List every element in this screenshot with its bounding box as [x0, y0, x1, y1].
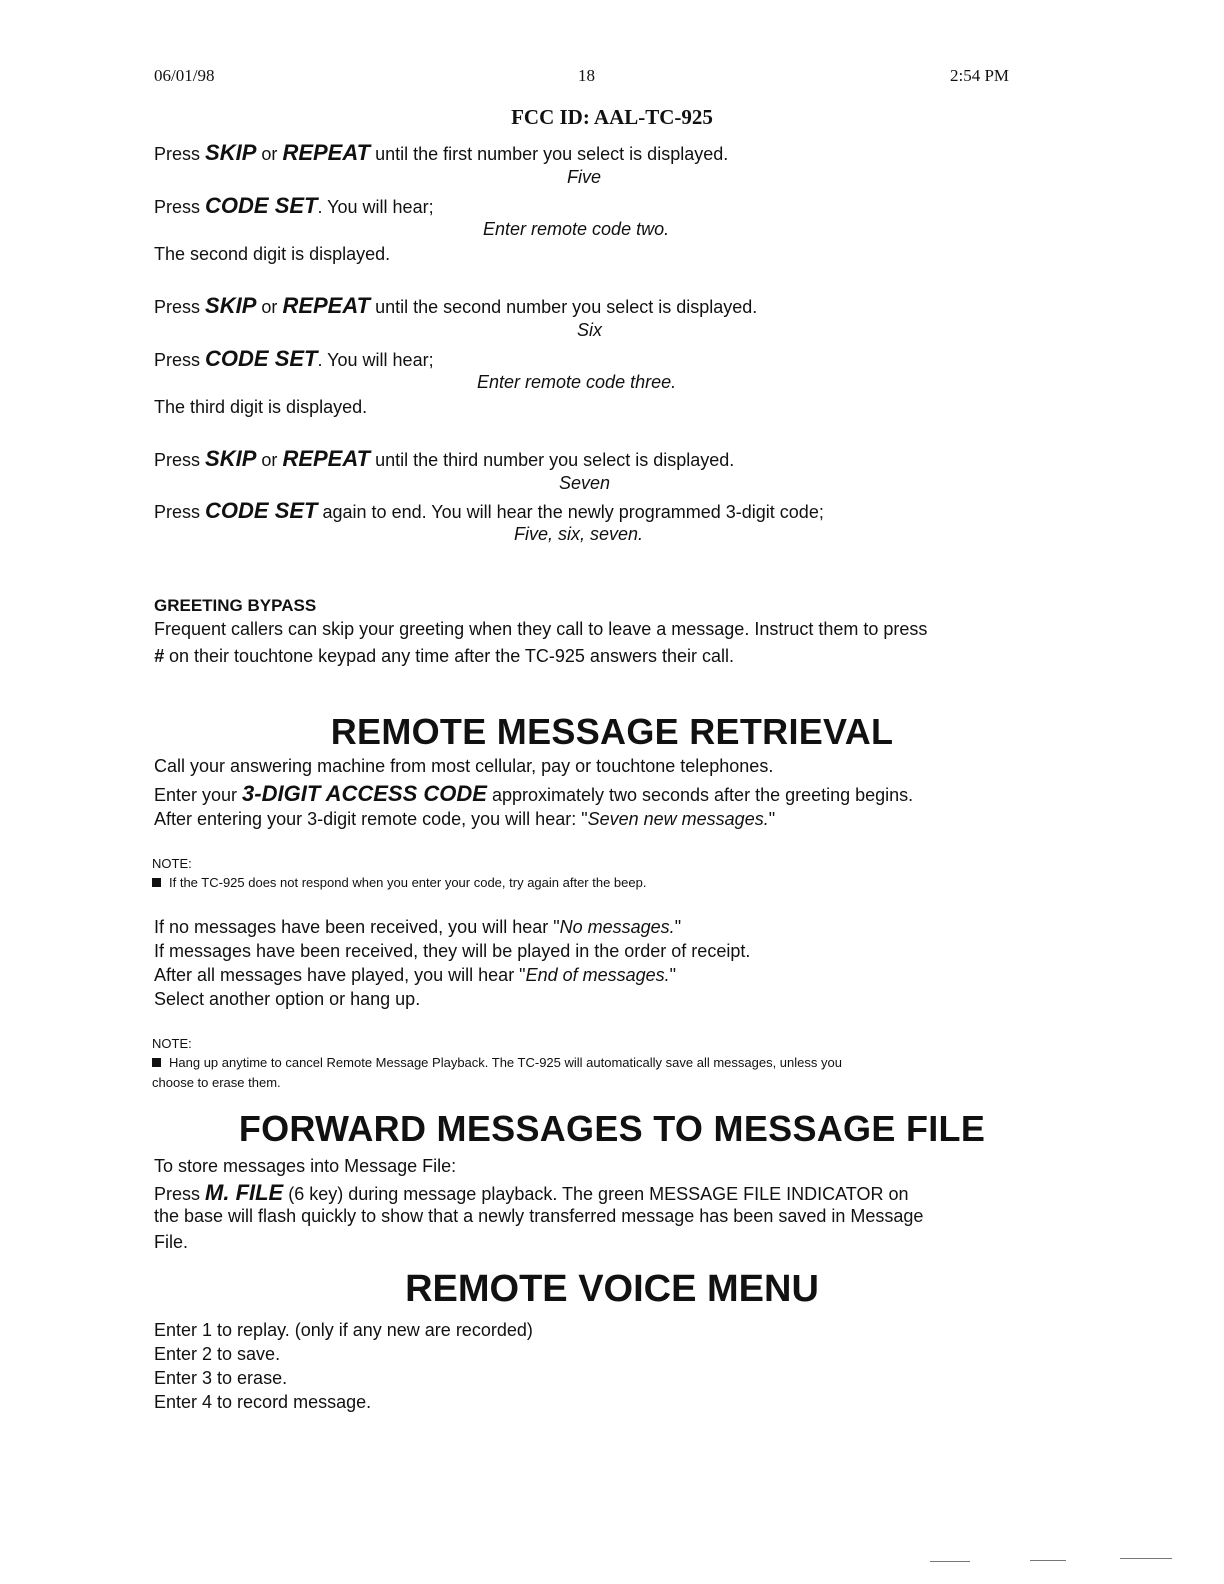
header-date: 06/01/98	[154, 66, 215, 85]
scan-artifact	[930, 1561, 970, 1562]
note-item-continued: choose to erase them.	[152, 1075, 281, 1090]
page-number: 18	[578, 66, 595, 85]
step-code-set-1: Press CODE SET. You will hear;	[154, 193, 434, 218]
scan-artifact	[1120, 1558, 1172, 1559]
spoken-prompt: Enter remote code three.	[477, 372, 677, 392]
bullet-square-icon	[152, 1058, 161, 1067]
paragraph-line: After all messages have played, you will hear "End of messages."	[154, 965, 677, 985]
code-set-key: CODE SET	[205, 498, 318, 523]
paragraph-line: Select another option or hang up.	[154, 989, 421, 1009]
paragraph-line: Frequent callers can skip your greeting when they call to leave a message. Instruct them to press	[154, 619, 928, 639]
paragraph-line: Press M. FILE (6 key) during message playback. The green MESSAGE FILE INDICATOR on	[154, 1180, 909, 1205]
step-result: The second digit is displayed.	[154, 244, 391, 264]
spoken-prompt: Six	[577, 320, 603, 340]
repeat-key: REPEAT	[282, 293, 371, 318]
section-title-greeting-bypass: GREETING BYPASS	[154, 596, 317, 615]
spoken-prompt: Seven	[559, 473, 611, 493]
note-item: If the TC-925 does not respond when you enter your code, try again after the beep.	[152, 875, 646, 890]
paragraph-line: If no messages have been received, you will hear "No messages."	[154, 917, 682, 937]
code-set-key: CODE SET	[205, 346, 318, 371]
paragraph-line: After entering your 3-digit remote code, you will hear: "Seven new messages."	[154, 809, 776, 829]
spoken-prompt: Five	[567, 167, 602, 187]
hash-key: #	[154, 646, 165, 666]
spoken-prompt: Five, six, seven.	[514, 524, 644, 544]
paragraph-line: Enter your 3-DIGIT ACCESS CODE approximately two seconds after the greeting begins.	[154, 781, 914, 806]
paragraph-line: the base will flash quickly to show that a newly transferred message has been saved in Message	[154, 1206, 924, 1226]
bullet-square-icon	[152, 878, 161, 887]
spoken-prompt: Enter remote code two.	[483, 219, 670, 239]
note-label: NOTE:	[152, 1036, 192, 1051]
step-result: The third digit is displayed.	[154, 397, 368, 417]
heading-remote-message-retrieval: REMOTE MESSAGE RETRIEVAL	[330, 711, 894, 752]
heading-forward-messages: FORWARD MESSAGES TO MESSAGE FILE	[238, 1108, 986, 1149]
fcc-id: FCC ID: AAL-TC-925	[511, 105, 713, 129]
header-time: 2:54 PM	[950, 66, 1010, 85]
step-code-set-2: Press CODE SET. You will hear;	[154, 346, 434, 371]
paragraph-line: Call your answering machine from most cellular, pay or touchtone telephones.	[154, 756, 774, 776]
access-code-key: 3-DIGIT ACCESS CODE	[242, 781, 487, 806]
paragraph-line: File.	[154, 1232, 189, 1252]
m-file-key: M. FILE	[205, 1180, 284, 1205]
step-skip-repeat-1: Press SKIP or REPEAT until the first number you select is displayed.	[154, 140, 729, 165]
note-label: NOTE:	[152, 856, 192, 871]
skip-key: SKIP	[205, 446, 257, 471]
skip-key: SKIP	[205, 293, 257, 318]
code-set-key: CODE SET	[205, 193, 318, 218]
repeat-key: REPEAT	[282, 140, 371, 165]
step-code-set-3: Press CODE SET again to end. You will hear the newly programmed 3-digit code;	[154, 498, 824, 523]
menu-item: Enter 1 to replay. (only if any new are recorded)	[154, 1320, 533, 1340]
repeat-key: REPEAT	[282, 446, 371, 471]
step-skip-repeat-3: Press SKIP or REPEAT until the third number you select is displayed.	[154, 446, 735, 471]
scan-artifact	[1030, 1560, 1066, 1561]
step-skip-repeat-2: Press SKIP or REPEAT until the second number you select is displayed.	[154, 293, 758, 318]
paragraph-line: # on their touchtone keypad any time after the TC-925 answers their call.	[154, 646, 734, 666]
menu-item: Enter 3 to erase.	[154, 1368, 288, 1388]
note-item: Hang up anytime to cancel Remote Message Playback. The TC-925 will automatically save all messages, unless you	[152, 1055, 842, 1070]
paragraph-line: If messages have been received, they will be played in the order of receipt.	[154, 941, 751, 961]
skip-key: SKIP	[205, 140, 257, 165]
heading-remote-voice-menu: REMOTE VOICE MENU	[405, 1268, 819, 1310]
menu-item: Enter 2 to save.	[154, 1344, 281, 1364]
menu-item: Enter 4 to record message.	[154, 1392, 372, 1412]
paragraph-line: To store messages into Message File:	[154, 1156, 457, 1176]
